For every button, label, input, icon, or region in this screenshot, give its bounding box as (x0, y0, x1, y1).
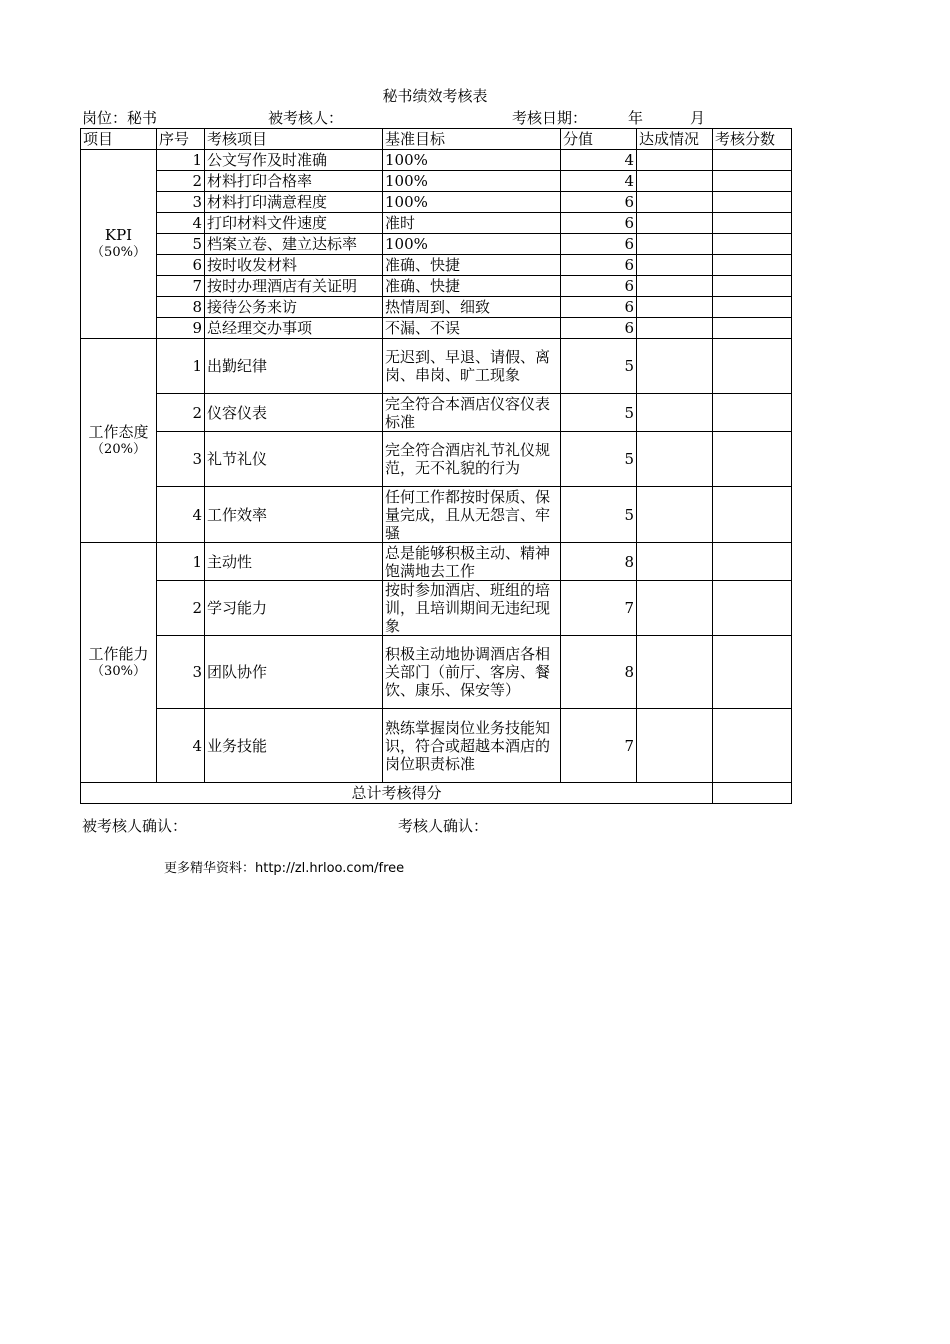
assessment-item: 团队协作 (205, 636, 383, 709)
score-value: 5 (561, 394, 637, 432)
section-weight: （50%） (91, 245, 146, 260)
assessment-item: 业务技能 (205, 709, 383, 783)
score-value: 6 (561, 234, 637, 255)
target-standard: 100% (383, 150, 561, 171)
achievement-cell[interactable] (637, 709, 713, 783)
assessment-score-cell[interactable] (713, 171, 792, 192)
assessment-score-cell[interactable] (713, 432, 792, 487)
section-weight: （20%） (91, 441, 146, 457)
assessment-score-cell[interactable] (713, 339, 792, 394)
signature-line (82, 816, 790, 836)
header-meta (82, 108, 790, 128)
assessment-item: 材料打印合格率 (205, 171, 383, 192)
score-value: 6 (561, 192, 637, 213)
achievement-cell[interactable] (637, 276, 713, 297)
score-value: 8 (561, 543, 637, 581)
header-cell: 达成情况 (637, 129, 713, 150)
target-standard: 100% (383, 171, 561, 192)
score-value: 4 (561, 171, 637, 192)
assessment-score-cell[interactable] (713, 234, 792, 255)
achievement-cell[interactable] (637, 255, 713, 276)
target-standard: 准时 (383, 213, 561, 234)
assessment-item: 接待公务来访 (205, 297, 383, 318)
achievement-cell[interactable] (637, 150, 713, 171)
header-cell: 项目 (81, 129, 157, 150)
target-standard: 完全符合本酒店仪容仪表标准 (383, 394, 561, 432)
row-number: 9 (157, 318, 205, 339)
achievement-cell[interactable] (637, 213, 713, 234)
section-weight: （30%） (91, 663, 146, 679)
year-label: 年 (628, 109, 644, 127)
row-number: 1 (157, 150, 205, 171)
score-value: 7 (561, 709, 637, 783)
score-value: 5 (561, 487, 637, 543)
header-cell: 基准目标 (383, 129, 561, 150)
target-standard: 熟练掌握岗位业务技能知识，符合或超越本酒店的岗位职责标准 (383, 709, 561, 783)
header-cell: 考核项目 (205, 129, 383, 150)
total-row (81, 783, 792, 804)
header-cell: 分值 (561, 129, 637, 150)
assessee-confirm-label: 被考核人确认： (82, 817, 188, 835)
table-row (81, 394, 792, 432)
achievement-cell[interactable] (637, 318, 713, 339)
assessment-item: 按时收发材料 (205, 255, 383, 276)
target-standard: 准确、快捷 (383, 255, 561, 276)
table-row (81, 339, 792, 394)
row-number: 3 (157, 432, 205, 487)
target-standard: 100% (383, 234, 561, 255)
achievement-cell[interactable] (637, 487, 713, 543)
assessment-score-cell[interactable] (713, 318, 792, 339)
target-standard: 完全符合酒店礼节礼仪规范，无不礼貌的行为 (383, 432, 561, 487)
assessment-item: 档案立卷、建立达标率 (205, 234, 383, 255)
row-number: 5 (157, 234, 205, 255)
assessment-item: 打印材料文件速度 (205, 213, 383, 234)
assessment-score-cell[interactable] (713, 150, 792, 171)
achievement-cell[interactable] (637, 192, 713, 213)
month-label: 月 (690, 109, 706, 127)
score-value: 6 (561, 255, 637, 276)
total-score-cell[interactable] (713, 783, 792, 804)
achievement-cell[interactable] (637, 339, 713, 394)
assessment-item: 总经理交办事项 (205, 318, 383, 339)
assessment-item: 出勤纪律 (205, 339, 383, 394)
table-row (81, 581, 792, 636)
score-value: 4 (561, 150, 637, 171)
achievement-cell[interactable] (637, 543, 713, 581)
row-number: 2 (157, 394, 205, 432)
row-number: 3 (157, 636, 205, 709)
table-row (81, 171, 792, 192)
achievement-cell[interactable] (637, 234, 713, 255)
target-standard: 热情周到、细致 (383, 297, 561, 318)
section-cell (81, 339, 157, 543)
table-row (81, 543, 792, 581)
row-number: 1 (157, 543, 205, 581)
achievement-cell[interactable] (637, 432, 713, 487)
table-row (81, 234, 792, 255)
row-number: 1 (157, 339, 205, 394)
total-label: 总计考核得分 (81, 783, 713, 804)
table-row (81, 297, 792, 318)
achievement-cell[interactable] (637, 581, 713, 636)
assessment-score-cell[interactable] (713, 543, 792, 581)
target-standard: 按时参加酒店、班组的培训，且培训期间无违纪现象 (383, 581, 561, 636)
assessor-confirm-label: 考核人确认： (398, 817, 489, 835)
section-cell (81, 543, 157, 783)
assessment-item: 材料打印满意程度 (205, 192, 383, 213)
assessment-score-cell[interactable] (713, 192, 792, 213)
table-row (81, 255, 792, 276)
section-name: KPI (104, 226, 133, 244)
section-name: 工作态度 (88, 422, 149, 441)
more-info-link[interactable]: 更多精华资料：http://zl.hrloo.com/free (164, 861, 405, 876)
assessment-score-cell[interactable] (713, 276, 792, 297)
header-cell: 考核分数 (713, 129, 792, 150)
score-value: 6 (561, 276, 637, 297)
assessment-item: 主动性 (205, 543, 383, 581)
row-number: 8 (157, 297, 205, 318)
score-value: 6 (561, 297, 637, 318)
row-number: 2 (157, 171, 205, 192)
table-row (81, 709, 792, 783)
table-row (81, 318, 792, 339)
row-number: 2 (157, 581, 205, 636)
assessment-score-cell[interactable] (713, 487, 792, 543)
row-number: 3 (157, 192, 205, 213)
target-standard: 积极主动地协调酒店各相关部门（前厅、客房、餐饮、康乐、保安等） (383, 636, 561, 709)
score-value: 5 (561, 432, 637, 487)
achievement-cell[interactable] (637, 636, 713, 709)
assessment-score-cell[interactable] (713, 213, 792, 234)
assessment-score-cell[interactable] (713, 581, 792, 636)
table-row (81, 150, 792, 171)
table-row (81, 636, 792, 709)
row-number: 4 (157, 709, 205, 783)
assessment-table (80, 128, 792, 804)
score-value: 6 (561, 213, 637, 234)
header-cell: 序号 (157, 129, 205, 150)
assessment-score-cell[interactable] (713, 394, 792, 432)
assessment-score-cell[interactable] (713, 255, 792, 276)
score-value: 7 (561, 581, 637, 636)
assessment-item: 工作效率 (205, 487, 383, 543)
target-standard: 无迟到、早退、请假、离岗、串岗、旷工现象 (383, 339, 561, 394)
assessment-score-cell[interactable] (713, 297, 792, 318)
score-value: 8 (561, 636, 637, 709)
table-row (81, 276, 792, 297)
row-number: 4 (157, 213, 205, 234)
assessment-item: 学习能力 (205, 581, 383, 636)
assessment-item: 礼节礼仪 (205, 432, 383, 487)
date-label: 考核日期： (512, 109, 588, 127)
achievement-cell[interactable] (637, 297, 713, 318)
target-standard: 准确、快捷 (383, 276, 561, 297)
score-value: 5 (561, 339, 637, 394)
assessee-label: 被考核人： (268, 109, 344, 127)
assessment-item: 仪容仪表 (205, 394, 383, 432)
table-row (81, 487, 792, 543)
achievement-cell[interactable] (637, 171, 713, 192)
achievement-cell[interactable] (637, 394, 713, 432)
assessment-item: 公文写作及时准确 (205, 150, 383, 171)
row-number: 7 (157, 276, 205, 297)
assessment-score-cell[interactable] (713, 636, 792, 709)
target-standard: 任何工作都按时保质、保量完成，且从无怨言、牢骚 (383, 487, 561, 543)
header-row (81, 129, 792, 150)
section-name: 工作能力 (88, 644, 149, 663)
table-row (81, 432, 792, 487)
table-row (81, 213, 792, 234)
row-number: 4 (157, 487, 205, 543)
target-standard: 100% (383, 192, 561, 213)
section-cell (81, 150, 157, 339)
page-title: 秘书绩效考核表 (382, 87, 488, 105)
table-row (81, 192, 792, 213)
score-value: 6 (561, 318, 637, 339)
assessment-score-cell[interactable] (713, 709, 792, 783)
target-standard: 不漏、不误 (383, 318, 561, 339)
target-standard: 总是能够积极主动、精神饱满地去工作 (383, 543, 561, 581)
row-number: 6 (157, 255, 205, 276)
position-label: 岗位：秘书 (82, 109, 158, 127)
assessment-item: 按时办理酒店有关证明 (205, 276, 383, 297)
